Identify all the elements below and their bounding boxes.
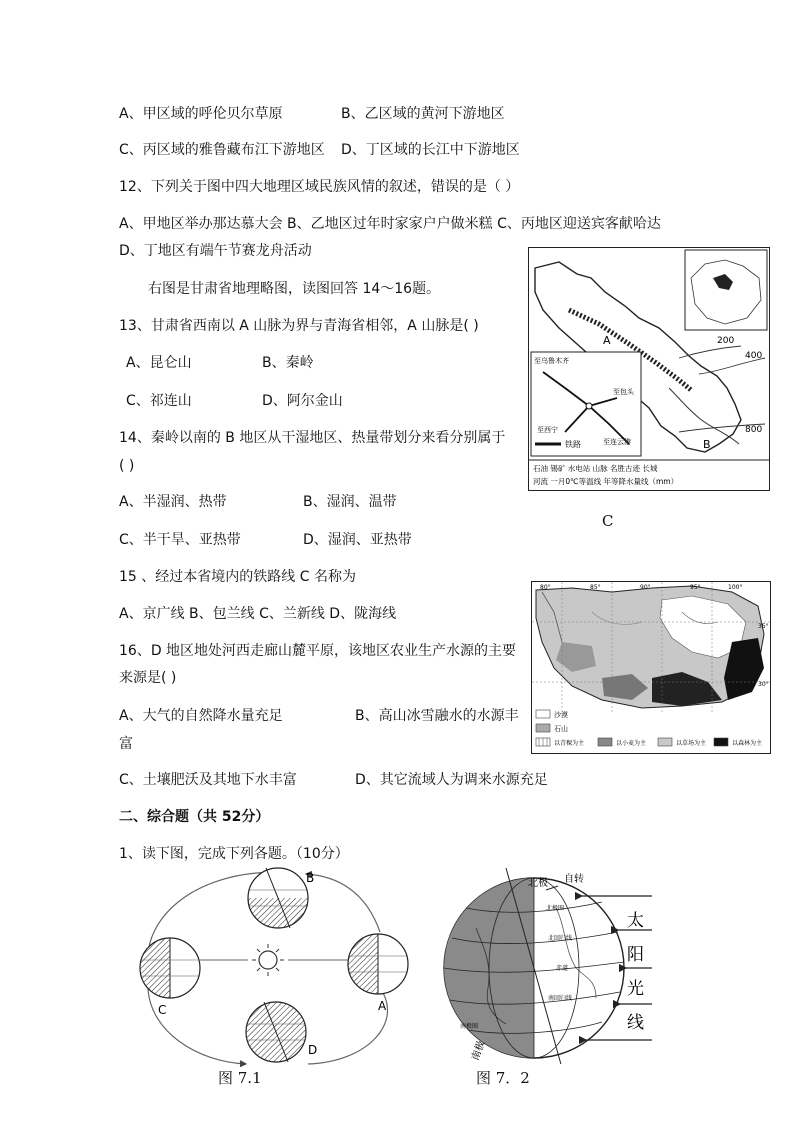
legend-highland-barley: 以青稞为主 <box>554 740 585 747</box>
map-legend-row1: 石油 锡矿 水电站 山脉 名胜古迹 长城 <box>533 464 658 473</box>
q14-paren: ( ) <box>119 458 135 474</box>
map-label-a: A <box>603 334 611 347</box>
q16-stem-line2: 来源是( ) <box>119 670 177 686</box>
q16-option-b-line1: B、高山冰雪融水的水源丰 <box>355 708 519 724</box>
isohyet-800-label: 800 <box>745 425 763 435</box>
sunlight-char-3: 光 <box>627 979 644 999</box>
label-equator: 赤道 <box>556 965 569 972</box>
earth-position-c <box>140 938 200 998</box>
q16-option-c: C、土壤肥沃及其地下水丰富 <box>119 772 297 788</box>
q12-options-abc: A、甲地区举办那达慕大会 B、乙地区过年时家家户户做米糕 C、丙地区迎送宾客献哈达 <box>119 216 661 232</box>
figure-7-2-globe <box>436 868 676 1064</box>
figure-7-1-orbit <box>128 862 428 1090</box>
sunlight-char-2: 阳 <box>627 945 644 965</box>
q16-stem-line1: 16、D 地区地处河西走廊山麓平原，该地区农业生产水源的主要 <box>119 643 517 659</box>
earth-position-d <box>246 1002 306 1062</box>
orbit-label-d: D <box>308 1043 318 1057</box>
lon-85-label: 85° <box>590 584 601 591</box>
isohyet-400-label: 400 <box>745 351 763 361</box>
label-tropic-capricorn: 南回归线 <box>548 995 573 1002</box>
lon-100-label: 100° <box>728 584 743 591</box>
q11-option-a: A、甲区域的呼伦贝尔草原 <box>119 106 283 122</box>
earth-position-b <box>248 868 308 928</box>
q13-option-b: B、秦岭 <box>262 355 314 371</box>
figure-7-1-caption: 图 7.1 <box>218 1069 262 1087</box>
q1-stem: 1、读下图，完成下列各题。（10分） <box>119 846 349 862</box>
q15-stem: 15 、经过本省境内的铁路线 C 名称为 <box>119 569 356 585</box>
sun-icon <box>252 944 284 976</box>
lon-95-label: 95° <box>690 584 701 591</box>
map-label-b: B <box>703 438 711 451</box>
legend-wheat: 以小麦为主 <box>616 740 647 747</box>
figure-7-2-caption: 图 7．2 <box>476 1069 530 1087</box>
q13-option-d: D、阿尔金山 <box>262 393 343 409</box>
q14-option-b: B、湿润、温带 <box>303 494 397 510</box>
inset-label-xining: 至西宁 <box>537 426 558 434</box>
north-pole-label: 北极 <box>528 878 548 889</box>
orbit-label-a: A <box>378 999 387 1013</box>
gansu-map <box>528 247 770 491</box>
q13-option-a: A、昆仑山 <box>126 355 192 371</box>
label-south-circle: 南极圈 <box>460 1023 479 1030</box>
lat-35-label: 35° <box>758 623 769 630</box>
gansu-map-caption: C <box>602 512 614 530</box>
legend-rock: 石山 <box>554 725 568 733</box>
south-pole-label: 南极 <box>470 1039 488 1063</box>
rail-legend-label: 铁路 <box>565 440 581 449</box>
q16-option-d: D、其它流域人为调来水源充足 <box>355 772 548 788</box>
lon-80-label: 80° <box>540 584 551 591</box>
q12-option-d: D、丁地区有端午节赛龙舟活动 <box>119 243 312 259</box>
earth-position-a <box>348 934 408 994</box>
inset-label-lianyungang: 至连云港 <box>603 438 631 446</box>
tibet-agriculture-map <box>531 581 771 754</box>
q13-option-c: C、祁连山 <box>126 393 192 409</box>
q11-option-d: D、丁区域的长江中下游地区 <box>341 142 520 158</box>
q13-stem: 13、甘肃省西南以 A 山脉为界与青海省相邻，A 山脉是( ) <box>119 318 479 334</box>
section-heading: 二、综合题（共 52分） <box>119 809 270 825</box>
gansu-intro: 右图是甘肃省地理略图，读图回答 14～16题。 <box>148 281 441 297</box>
lon-90-label: 90° <box>640 584 651 591</box>
q16-option-a: A、大气的自然降水量充足 <box>119 708 283 724</box>
orbit-label-c: C <box>158 1003 167 1017</box>
isohyet-200-label: 200 <box>717 336 735 346</box>
legend-desert: 沙漠 <box>554 711 568 719</box>
orbit-label-b: B <box>306 871 315 885</box>
sunlight-char-1: 太 <box>627 911 644 931</box>
q15-options: A、京广线 B、包兰线 C、兰新线 D、陇海线 <box>119 606 397 622</box>
q14-option-c: C、半干旱、亚热带 <box>119 532 241 548</box>
q16-option-b-line2: 富 <box>119 736 133 752</box>
label-tropic-cancer: 北回归线 <box>548 935 573 942</box>
q12-stem: 12、下列关于图中四大地理区域民族风情的叙述，错误的是（ ） <box>119 179 520 195</box>
sunlight-char-4: 线 <box>627 1013 644 1033</box>
legend-pasture: 以草场为主 <box>676 740 707 747</box>
map-legend-row2: 河流 一月0℃等温线 年等降水量线（mm） <box>533 477 679 486</box>
inset-label-urumqi: 至乌鲁木齐 <box>534 357 569 365</box>
china-inset-map <box>685 250 767 330</box>
q14-stem: 14、秦岭以南的 B 地区从干湿地区、热量带划分来看分别属于 <box>119 430 506 446</box>
q11-option-b: B、乙区域的黄河下游地区 <box>341 106 505 122</box>
legend-forest: 以森林为主 <box>732 740 763 747</box>
q11-option-c: C、丙区域的雅鲁藏布江下游地区 <box>119 142 325 158</box>
q14-option-d: D、湿润、亚热带 <box>303 532 412 548</box>
inset-label-baotou: 至包头 <box>613 388 634 396</box>
lat-30-label: 30° <box>758 681 769 688</box>
label-north-circle: 北极圈 <box>546 905 565 912</box>
rotation-label: 自转 <box>564 874 584 885</box>
q14-option-a: A、半湿润、热带 <box>119 494 227 510</box>
